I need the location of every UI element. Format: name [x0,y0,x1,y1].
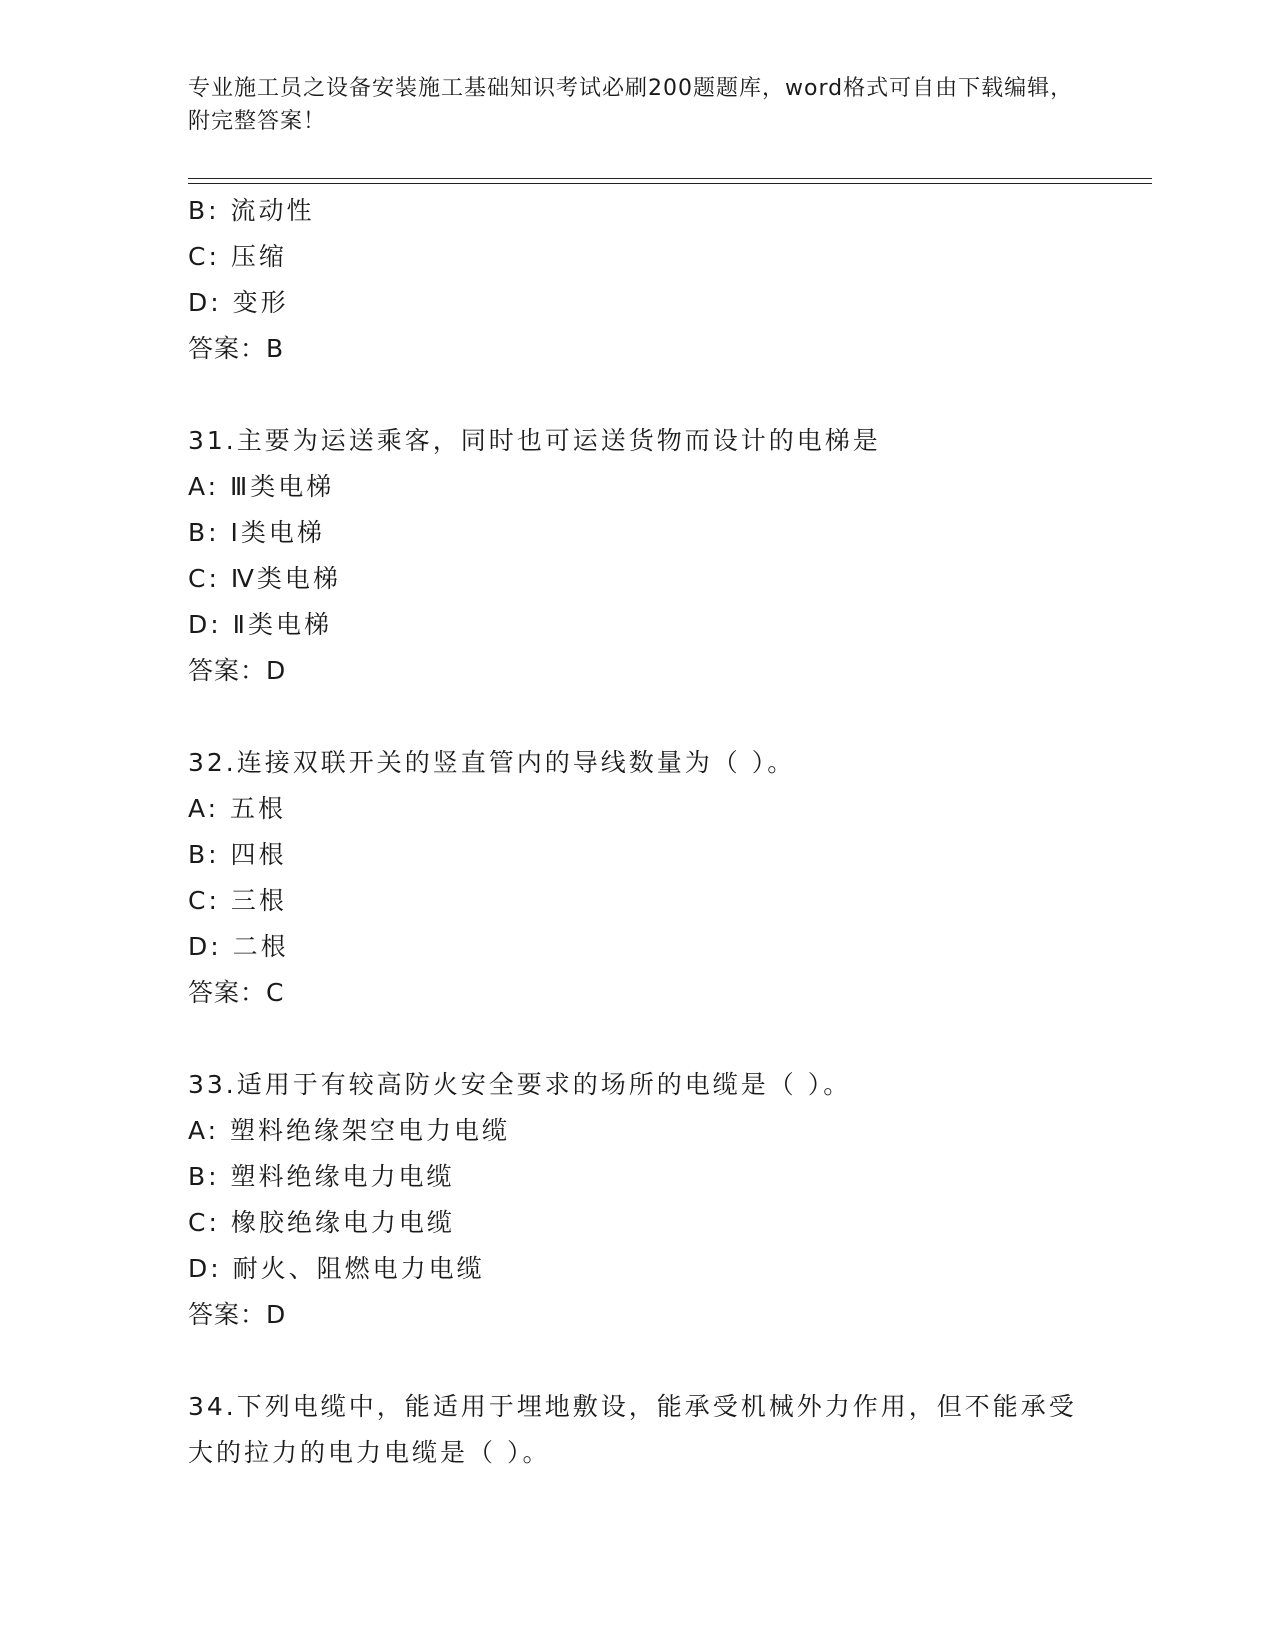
option-d: D: 变形 [188,288,289,317]
option-c: C: 三根 [188,886,287,915]
option-c: C: 压缩 [188,242,287,271]
option-c: C: Ⅳ类电梯 [188,564,341,593]
option-d: D: 耐火、阻燃电力电缆 [188,1254,485,1283]
header-divider-bottom [188,183,1152,184]
header-title: 专业施工员之设备安装施工基础知识考试必刷200题题库，word格式可自由下载编辑，附完整答案！ [188,76,1074,134]
question-block-31 [188,418,1128,694]
answer-line: 答案：D [188,1300,287,1329]
answer-line: 答案：D [188,656,287,685]
answer-line: 答案：C [188,978,285,1007]
option-d: D: 二根 [188,932,289,961]
option-b: B: Ⅰ类电梯 [188,518,325,547]
question-block-33 [188,1062,1128,1338]
option-b: B: 流动性 [188,196,315,225]
question-stem: 31.主要为运送乘客，同时也可运送货物而设计的电梯是 [188,426,881,455]
option-c: C: 橡胶绝缘电力电缆 [188,1208,455,1237]
option-a: A: 五根 [188,794,287,823]
option-a: A: 塑料绝缘架空电力电缆 [188,1116,511,1145]
question-stem: 33.适用于有较高防火安全要求的场所的电缆是（ ）。 [188,1070,852,1099]
question-block-32 [188,740,1128,1016]
option-a: A: Ⅲ类电梯 [188,472,335,501]
option-b: B: 四根 [188,840,287,869]
question-block-34 [188,1384,1128,1476]
option-d: D: Ⅱ类电梯 [188,610,332,639]
answer-line: 答案：B [188,334,285,363]
header-divider-top [188,178,1152,179]
question-list [188,188,1128,1476]
question-stem: 34.下列电缆中，能适用于埋地敷设，能承受机械外力作用，但不能承受大的拉力的电力电缆是（ ）。 [188,1392,1077,1467]
document-header [188,72,1078,138]
option-b: B: 塑料绝缘电力电缆 [188,1162,455,1191]
question-block-prev [188,188,1128,372]
question-stem: 32.连接双联开关的竖直管内的导线数量为（ ）。 [188,748,796,777]
